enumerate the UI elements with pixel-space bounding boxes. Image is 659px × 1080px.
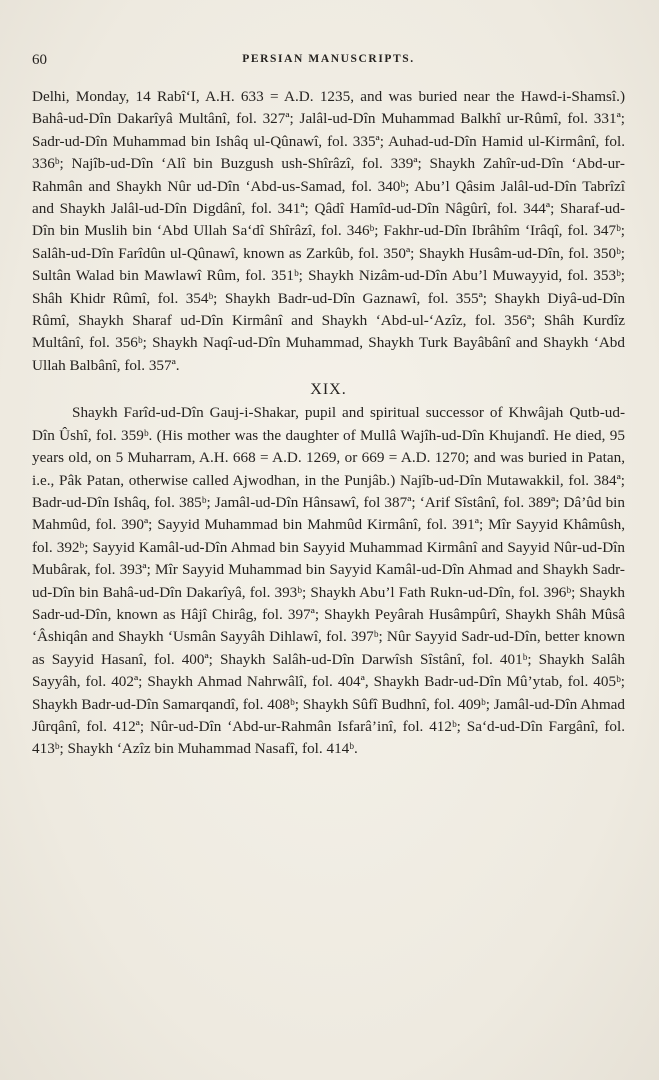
running-head: PERSIAN MANUSCRIPTS. xyxy=(242,53,415,65)
body-paragraph-2: Shaykh Farîd-ud-Dîn Gauj-i-Shakar, pupil and spiritual successor of Khwâjah Qutb-ud-Dîn Ûshî, fol. 359ᵇ. (His mother was the daughter of Mullâ Wajîh-ud-Dîn Khujandî. He died, 95 years old, on 5 Muharram, A.H. 668 = A.D. 1269, or 669 = A.D. 1270; and was buried in Patan, i.e., Pâk Patan, otherwise called Ajwodhan, in the Punjâb.) Najîb-ud-Dîn Mutawakkil, fol. 384ª; Badr-ud-Dîn Ishâq, fol. 385ᵇ; Jamâl-ud-Dîn Hânsawî, fol 387ª; ‘Arif Sîstânî, fol. 389ª; Dâ’ûd bin Mahmûd, fol. 390ª; Sayyid Muhammad bin Mahmûd Kirmânî, fol. 391ª; Mîr Sayyid Khâmûsh, fol. 392ᵇ; Sayyid Kamâl-ud-Dîn Ahmad bin Sayyid Muhammad Kirmânî and Sayyid Nûr-ud-Dîn Mubârak, fol. 393ª; Mîr Sayyid Muhammad bin Sayyid Kamâl-ud-Dîn Ahmad and Shaykh Sadr-ud-Dîn bin Bahâ-ud-Dîn Dakarîyâ, fol. 393ᵇ; Shaykh Abu’l Fath Rukn-ud-Dîn, fol. 396ᵇ; Shaykh Sadr-ud-Dîn, known as Hâjî Chirâg, fol. 397ª; Shaykh Peyârah Husâmpûrî, Shaykh Shâh Mûsâ ‘Âshiqân and Shaykh ‘Usmân Sayyâh Dihlawî, fol. 397ᵇ; Nûr Sayyid Sadr-ud-Dîn, better known as Sayyid Hasanî, fol. 400ª; Shaykh Salâh-ud-Dîn Darwîsh Sîstânî, fol. 401ᵇ; Shaykh Salâh Sayyâh, fol. 402ª; Shaykh Ahmad Nahrwâlî, fol. 404ª, Shaykh Badr-ud-Dîn Mû’ytab, fol. 405ᵇ; Shaykh Badr-ud-Dîn Samarqandî, fol. 408ᵇ; Shaykh Sûfî Budhnî, fol. 409ᵇ; Jamâl-ud-Dîn Ahmad Jûrqânî, fol. 412ª; Nûr-ud-Dîn ‘Abd-ur-Rahmân Isfarâ’inî, fol. 412ᵇ; Sa‘d-ud-Dîn Fargânî, fol. 413ᵇ; Shaykh ‘Azîz bin Muhammad Nasafî, fol. 414ᵇ. xyxy=(32,404,625,758)
body-paragraph-1: Delhi, Monday, 14 Rabî‘I, A.H. 633 = A.D. 1235, and was buried near the Hawd-i-Shamsî.) Bahâ-ud-Dîn Dakarîyâ Multânî, fol. 327ª; Jalâl-ud-Dîn Muhammad Balkhî ur-Rûmî, fol. 331ª; Sadr-ud-Dîn Muhammad bin Ishâq ul-Qûnawî, fol. 335ª; Auhad-ud-Dîn Hamid ul-Kirmânî, fol. 336ᵇ; Najîb-ud-Dîn ‘Alî bin Buzgush ush-Shîrâzî, fol. 339ª; Shaykh Zahîr-ud-Dîn ‘Abd-ur-Rahmân and Shaykh Nûr ud-Dîn ‘Abd-us-Samad, fol. 340ᵇ; Abu’l Qâsim Jalâl-ud-Dîn Tabrîzî and Shaykh Jalâl-ud-Dîn Digdânî, fol. 341ª; Qâdî Hamîd-ud-Dîn Nâgûrî, fol. 344ª; Sharaf-ud-Dîn bin Muslih bin ‘Abd Ullah Sa‘dî Shîrâzî, fol. 346ᵇ; Fakhr-ud-Dîn Ibrâhîm ‘Irâqî, fol. 347ᵇ; Salâh-ud-Dîn Farîdûn ul-Qûnawî, known as Zarkûb, fol. 350ª; Shaykh Husâm-ud-Dîn, fol. 350ᵇ; Sultân Walad bin Mawlawî Rûm, fol. 351ᵇ; Shaykh Nizâm-ud-Dîn Abu’l Muwayyid, fol. 353ᵇ; Shâh Khidr Rûmî, fol. 354ᵇ; Shaykh Badr-ud-Dîn Gaznawî, fol. 355ª; Shaykh Diyâ-ud-Dîn Rûmî, Shaykh Sharaf ud-Dîn Kirmânî and Shaykh ‘Abd-ul-‘Azîz, fol. 356ª; Shâh Kurdîz Multânî, fol. 356ᵇ; Shaykh Naqî-ud-Dîn Muhammad, Shaykh Turk Bayâbânî and Shaykh ‘Abd Ullah Balbânî, fol. 357ª. xyxy=(32,88,625,374)
page-number: 60 xyxy=(32,52,47,68)
page-header xyxy=(32,48,625,72)
section-heading: XIX. xyxy=(310,381,347,399)
